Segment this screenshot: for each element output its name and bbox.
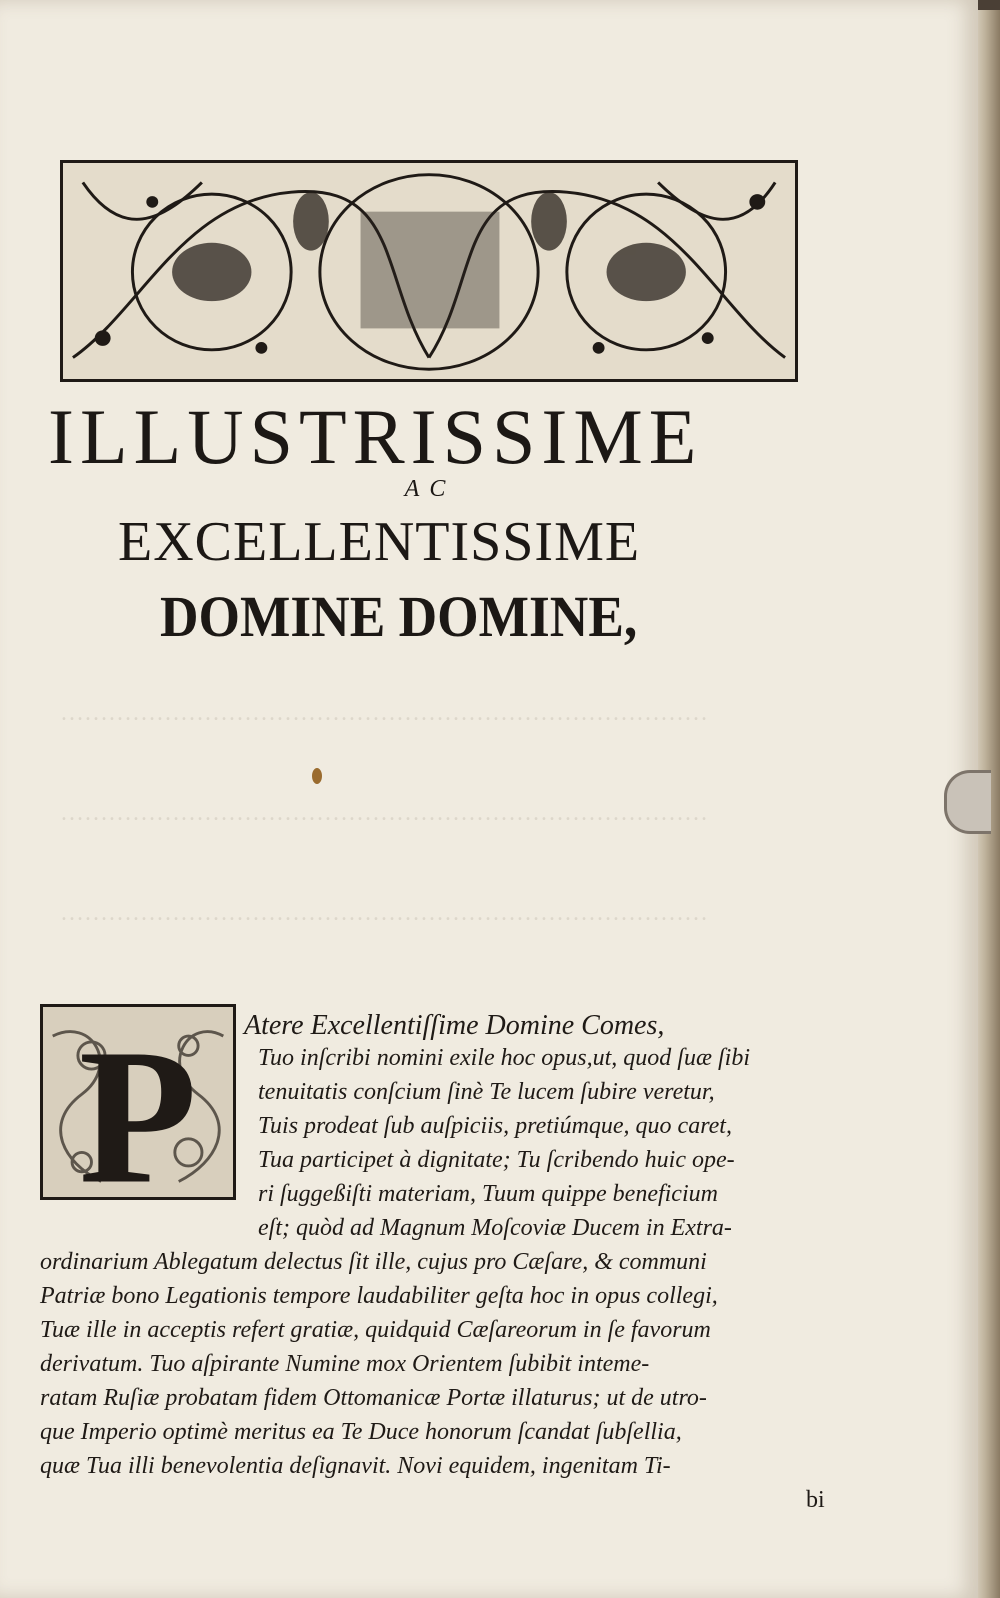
bleed-through-text: ………………………………………………………………………: [60, 800, 708, 826]
text-line: Atere Excellentiſſime Domine Comes,: [244, 1010, 665, 1041]
text-line: Tuis prodeat ſub auſpiciis, pretiúmque, quo caret,: [258, 1113, 732, 1139]
text-line: tenuitatis conſcium ſinè Te lucem ſubire veretur,: [258, 1079, 715, 1105]
text-line: eſt; quòd ad Magnum Moſcoviæ Ducem in Extra-: [258, 1215, 732, 1241]
text-line: derivatum. Tuo aſpirante Numine mox Orientem ſubibit inteme-: [40, 1351, 650, 1377]
bleed-through-text: ………………………………………………………………………: [60, 900, 708, 926]
text-line: Patriæ bono Legationis tempore laudabiliter geſta hoc in opus collegi,: [40, 1283, 718, 1309]
page-clip: [944, 770, 991, 834]
title-line-2: EXCELLENTISSIME: [118, 511, 641, 573]
title-line-3: DOMINE DOMINE,: [160, 584, 638, 649]
ink-spot: [312, 768, 322, 784]
text-line: Tuo inſcribi nomini exile hoc opus,ut, quod ſuæ ſibi: [258, 1045, 750, 1071]
initial-letter: P: [78, 1008, 198, 1197]
bleed-through-text: ………………………………………………………………………: [60, 700, 708, 726]
woodcut-headpiece: [60, 160, 798, 382]
catchword: bi: [806, 1487, 825, 1513]
text-line: ratam Ruſiæ probatam fidem Ottomanicæ Portæ illaturus; ut de utro-: [40, 1385, 707, 1411]
text-line: que Imperio optimè meritus ea Te Duce honorum ſcandat ſubſellia,: [40, 1419, 682, 1445]
text-line: Tuæ ille in acceptis refert gratiæ, quidquid Cæſareorum in ſe favorum: [40, 1317, 711, 1343]
text-line: ordinarium Ablegatum delectus ſit ille, cujus pro Cæſare, & communi: [40, 1249, 707, 1275]
text-line: ri ſuggeßiſti materiam, Tuum quippe beneficium: [258, 1181, 718, 1207]
text-line: Tua participet à dignitate; Tu ſcribendo huic ope-: [258, 1147, 735, 1173]
text-line: quæ Tua illi benevolentia deſignavit. Novi equidem, ingenitam Ti-: [40, 1453, 671, 1479]
title-line-1: ILLUSTRISSIME: [48, 393, 703, 480]
title-conjunction: AC: [404, 476, 456, 502]
decorated-initial: [40, 1004, 236, 1200]
